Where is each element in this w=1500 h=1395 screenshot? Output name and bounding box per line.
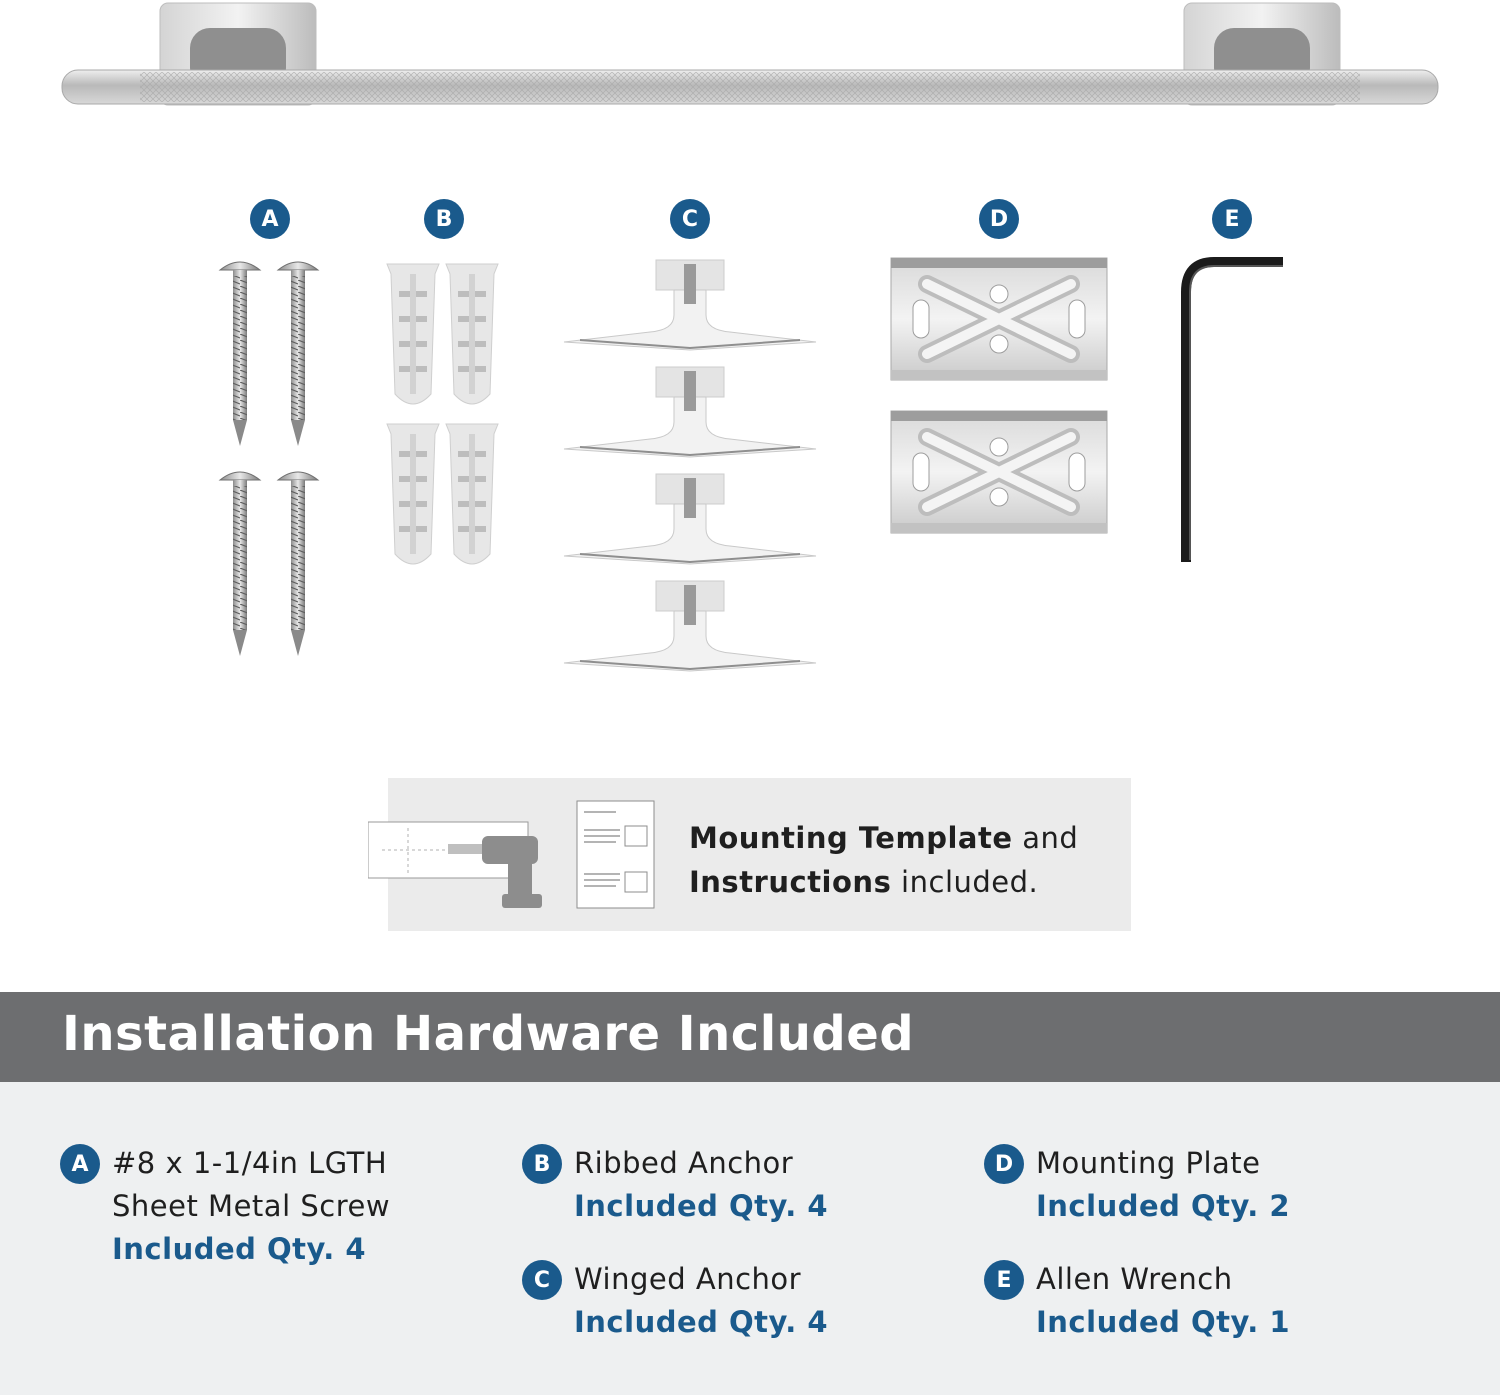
legend-item-c [522, 1258, 922, 1358]
badge-a: A [250, 199, 290, 239]
item-name: Winged Anchor [574, 1262, 802, 1296]
legend-badge-e: E [984, 1260, 1024, 1300]
legend-item-d [984, 1142, 1384, 1242]
template-info-box [388, 778, 1131, 931]
legend-item-a [60, 1142, 480, 1282]
hardware-legend [0, 1082, 1500, 1395]
badge-e: E [1212, 199, 1252, 239]
template-title: Mounting Template [689, 821, 1013, 855]
item-name: Ribbed Anchor [574, 1146, 794, 1180]
item-qty: Included Qty. 1 [1036, 1305, 1291, 1339]
screw-icon [220, 262, 318, 656]
template-and: and [1012, 821, 1079, 855]
item-name: Allen Wrench [1036, 1262, 1233, 1296]
banner-title: Installation Hardware Included [62, 1006, 915, 1062]
item-qty: Included Qty. 4 [574, 1189, 829, 1223]
instructions-title: Instructions [689, 865, 892, 899]
item-name-line2: Sheet Metal Screw [112, 1189, 391, 1223]
allen-wrench-icon [1186, 262, 1283, 562]
badge-c: C [670, 199, 710, 239]
drill-icon [368, 798, 558, 913]
legend-item-b [522, 1142, 922, 1242]
item-qty: Included Qty. 4 [574, 1305, 829, 1339]
badge-d: D [979, 199, 1019, 239]
item-name: #8 x 1-1/4in LGTH [112, 1146, 388, 1180]
legend-badge-c: C [522, 1260, 562, 1300]
item-qty: Included Qty. 4 [112, 1232, 367, 1266]
template-text [689, 816, 1119, 904]
item-name: Mounting Plate [1036, 1146, 1261, 1180]
ribbed-anchor-icon [387, 264, 498, 564]
winged-anchor-icon [564, 260, 816, 671]
template-included: included. [891, 865, 1039, 899]
badge-b: B [424, 199, 464, 239]
item-qty: Included Qty. 2 [1036, 1189, 1291, 1223]
legend-badge-a: A [60, 1144, 100, 1184]
legend-badge-d: D [984, 1144, 1024, 1184]
towel-bar-image [0, 0, 1500, 120]
mounting-plate-icon [891, 258, 1107, 533]
legend-badge-b: B [522, 1144, 562, 1184]
section-banner [0, 992, 1500, 1082]
legend-item-e [984, 1258, 1384, 1358]
hardware-parts-image [0, 180, 1500, 700]
instructions-document-icon [576, 800, 656, 910]
